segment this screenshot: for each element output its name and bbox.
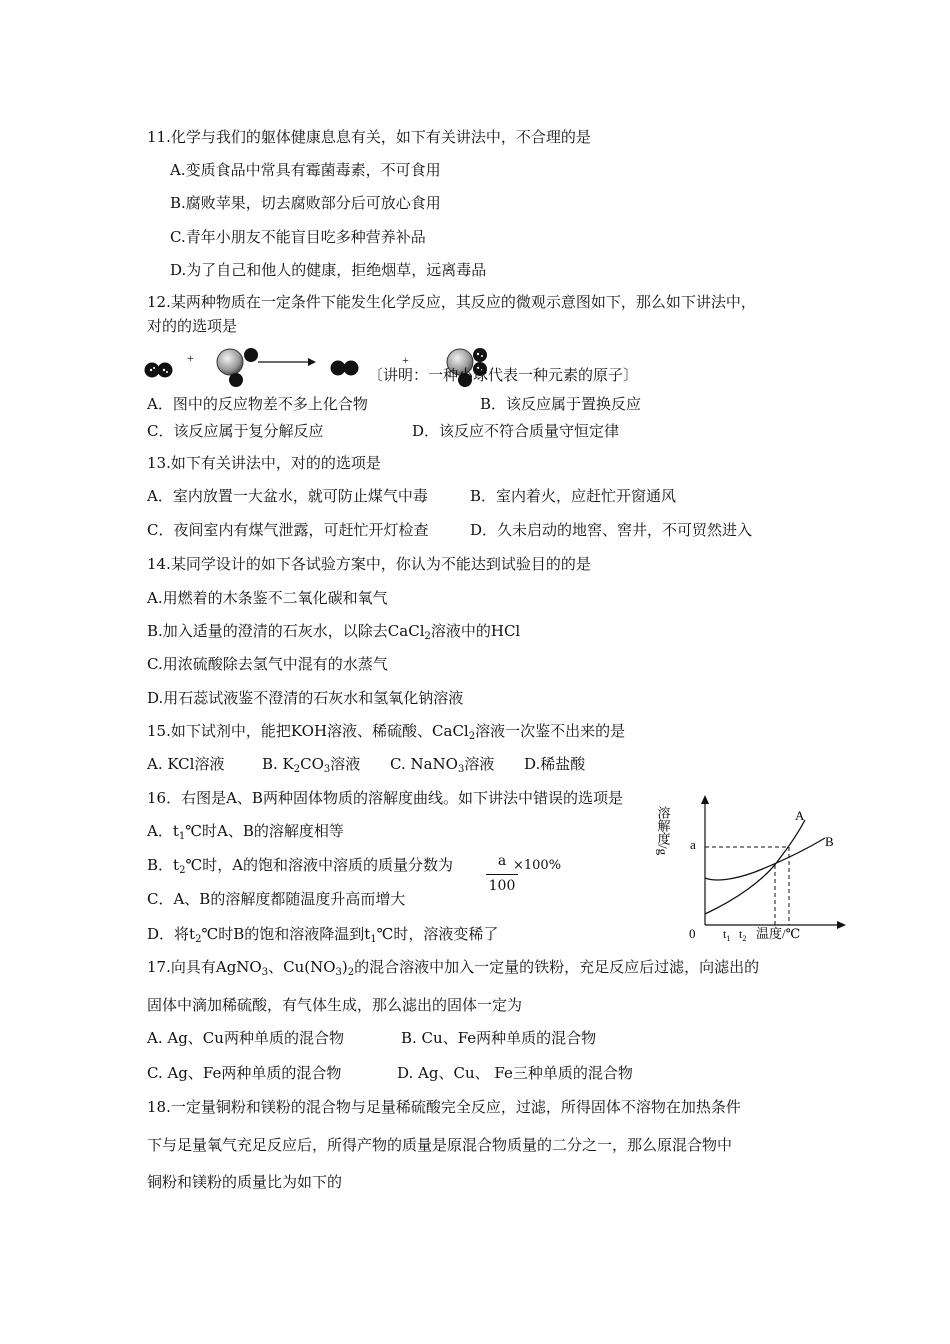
q14-stem: 14.某同学设计的如下各试验方案中，你认为不能达到试验目的的是 xyxy=(147,555,591,573)
x-tick-t2: $t_2$ xyxy=(739,927,747,943)
q12-note: 〔讲明：一种小球代表一种元素的原子〕 xyxy=(368,366,639,384)
q12-option-c: C．该反应属于复分解反应 xyxy=(147,422,324,440)
q14-option-b: B.加入适量的澄清的石灰水，以除去CaCl$_2$溶液中的HCl xyxy=(147,622,521,642)
q17-option-b: B. Cu、Fe两种单质的混合物 xyxy=(401,1029,597,1047)
fraction-tail: ×100% xyxy=(513,858,562,873)
origin-label: 0 xyxy=(689,926,696,941)
q14-option-a: A.用燃着的木条鉴不二氧化碳和氧气 xyxy=(147,589,388,607)
q16-option-a: A．$t_1℃$时A、B的溶解度相等 xyxy=(147,822,344,842)
q17-stem-line2: 固体中滴加稀硫酸，有气体生成，那么滤出的固体一定为 xyxy=(147,996,523,1014)
y-axis-label: 溶解度/g xyxy=(655,806,671,856)
q13-option-a: A．室内放置一大盆水，就可防止煤气中毒 xyxy=(147,487,428,505)
fraction-denominator: 100 xyxy=(488,878,516,894)
q14-option-d: D.用石蕊试液鉴不澄清的石灰水和氢氧化钠溶液 xyxy=(147,689,464,707)
x-axis-label: 温度/℃ xyxy=(756,926,801,941)
q11-option-b: B.腐败苹果，切去腐败部分后可放心食用 xyxy=(170,194,441,212)
q13-option-d: D．久未启动的地窖、窖井，不可贸然进入 xyxy=(470,521,753,539)
q13-option-c: C．夜间室内有煤气泄露，可赶忙开灯检查 xyxy=(147,521,429,539)
black-diatomic-molecule-icon xyxy=(145,363,173,378)
plus-sign-1: + xyxy=(187,351,194,365)
q12-stem-line2: 对的的选项是 xyxy=(147,317,238,335)
q15-stem: 15.如下试剂中，能把KOH溶液、稀硫酸、CaCl$_2$溶液一次鉴不出来的是 xyxy=(147,722,626,742)
black-diatomic-product-icon xyxy=(331,361,359,376)
q11-option-d: D.为了自己和他人的健康，拒绝烟草，远离毒品 xyxy=(170,261,487,279)
plus-sign-2: + xyxy=(402,353,409,367)
q15-option-c: C. NaNO$_3$溶液 xyxy=(390,755,495,775)
fraction-numerator: a xyxy=(497,853,507,869)
q16-option-c: C．A、B的溶解度都随温度升高而增大 xyxy=(147,890,406,908)
solubility-chart xyxy=(655,790,855,950)
q14-option-c: C.用浓硫酸除去氢气中混有的水蒸气 xyxy=(147,655,388,673)
q12-stem-line1: 12.某两种物质在一定条件下能发生化学反应，其反应的微观示意图如下，那么如下讲法中， xyxy=(147,293,756,311)
q13-stem: 13.如下有关讲法中，对的的选项是 xyxy=(147,454,381,472)
q15-option-d: D.稀盐酸 xyxy=(524,755,586,773)
q12-option-a: A．图中的反应物差不多上化合物 xyxy=(147,395,368,413)
q11-stem: 11.化学与我们的躯体健康息息有关，如下有关讲法中，不合理的是 xyxy=(147,128,591,146)
q18-line1: 18.一定量铜粉和镁粉的混合物与足量稀硫酸完全反应，过滤，所得固体不溶物在加热条件 xyxy=(147,1098,741,1116)
q12-option-d: D．该反应不符合质量守恒定律 xyxy=(412,422,620,440)
q18-line2: 下与足量氧气充足反应后，所得产物的质量是原混合物质量的二分之一，那么原混合物中 xyxy=(147,1136,733,1154)
q15-option-a: A. KCl溶液 xyxy=(147,755,225,773)
q16-stem: 16．右图是A、B两种固体物质的溶解度曲线。如下讲法中错误的选项是 xyxy=(147,789,623,807)
q13-option-b: B．室内着火，应赶忙开窗通风 xyxy=(470,487,677,505)
series-label-B: B xyxy=(825,834,834,849)
q16-option-d: D．将$t_2℃$时B的饱和溶液降温到$t_1℃$时，溶液变稀了 xyxy=(147,925,499,945)
q17-stem-line1: 17.向具有AgNO$_3$、$Cu(NO_3)_2$的混合溶液中加入一定量的铁粉，充足反应后过滤，向滤出的 xyxy=(147,958,760,978)
x-tick-t1: $t_1$ xyxy=(723,927,731,943)
q16-option-b: B．$t_2℃$时，A的饱和溶液中溶质的质量分数为 xyxy=(147,856,454,876)
q17-option-a: A. Ag、Cu两种单质的混合物 xyxy=(147,1029,344,1047)
series-label-A: A xyxy=(795,808,805,823)
q17-option-c: C. Ag、Fe两种单质的混合物 xyxy=(147,1064,342,1082)
q12-option-b: B．该反应属于置换反应 xyxy=(480,395,642,413)
q11-option-c: C.青年小朋友不能盲目吃多种营养补品 xyxy=(170,228,426,246)
q18-line3: 铜粉和镁粉的质量比为如下的 xyxy=(147,1173,343,1191)
curve-B xyxy=(705,838,825,880)
q15-option-b: B. $K_2CO_3$溶液 xyxy=(262,755,361,775)
curve-A xyxy=(705,820,805,914)
y-tick-a: a xyxy=(690,837,696,852)
q17-option-d: D. Ag、Cu、 Fe三种单质的混合物 xyxy=(397,1064,633,1082)
grey-compound-molecule-icon xyxy=(217,348,258,387)
q11-option-a: A.变质食品中常具有霉菌毒素，不可食用 xyxy=(170,161,441,179)
